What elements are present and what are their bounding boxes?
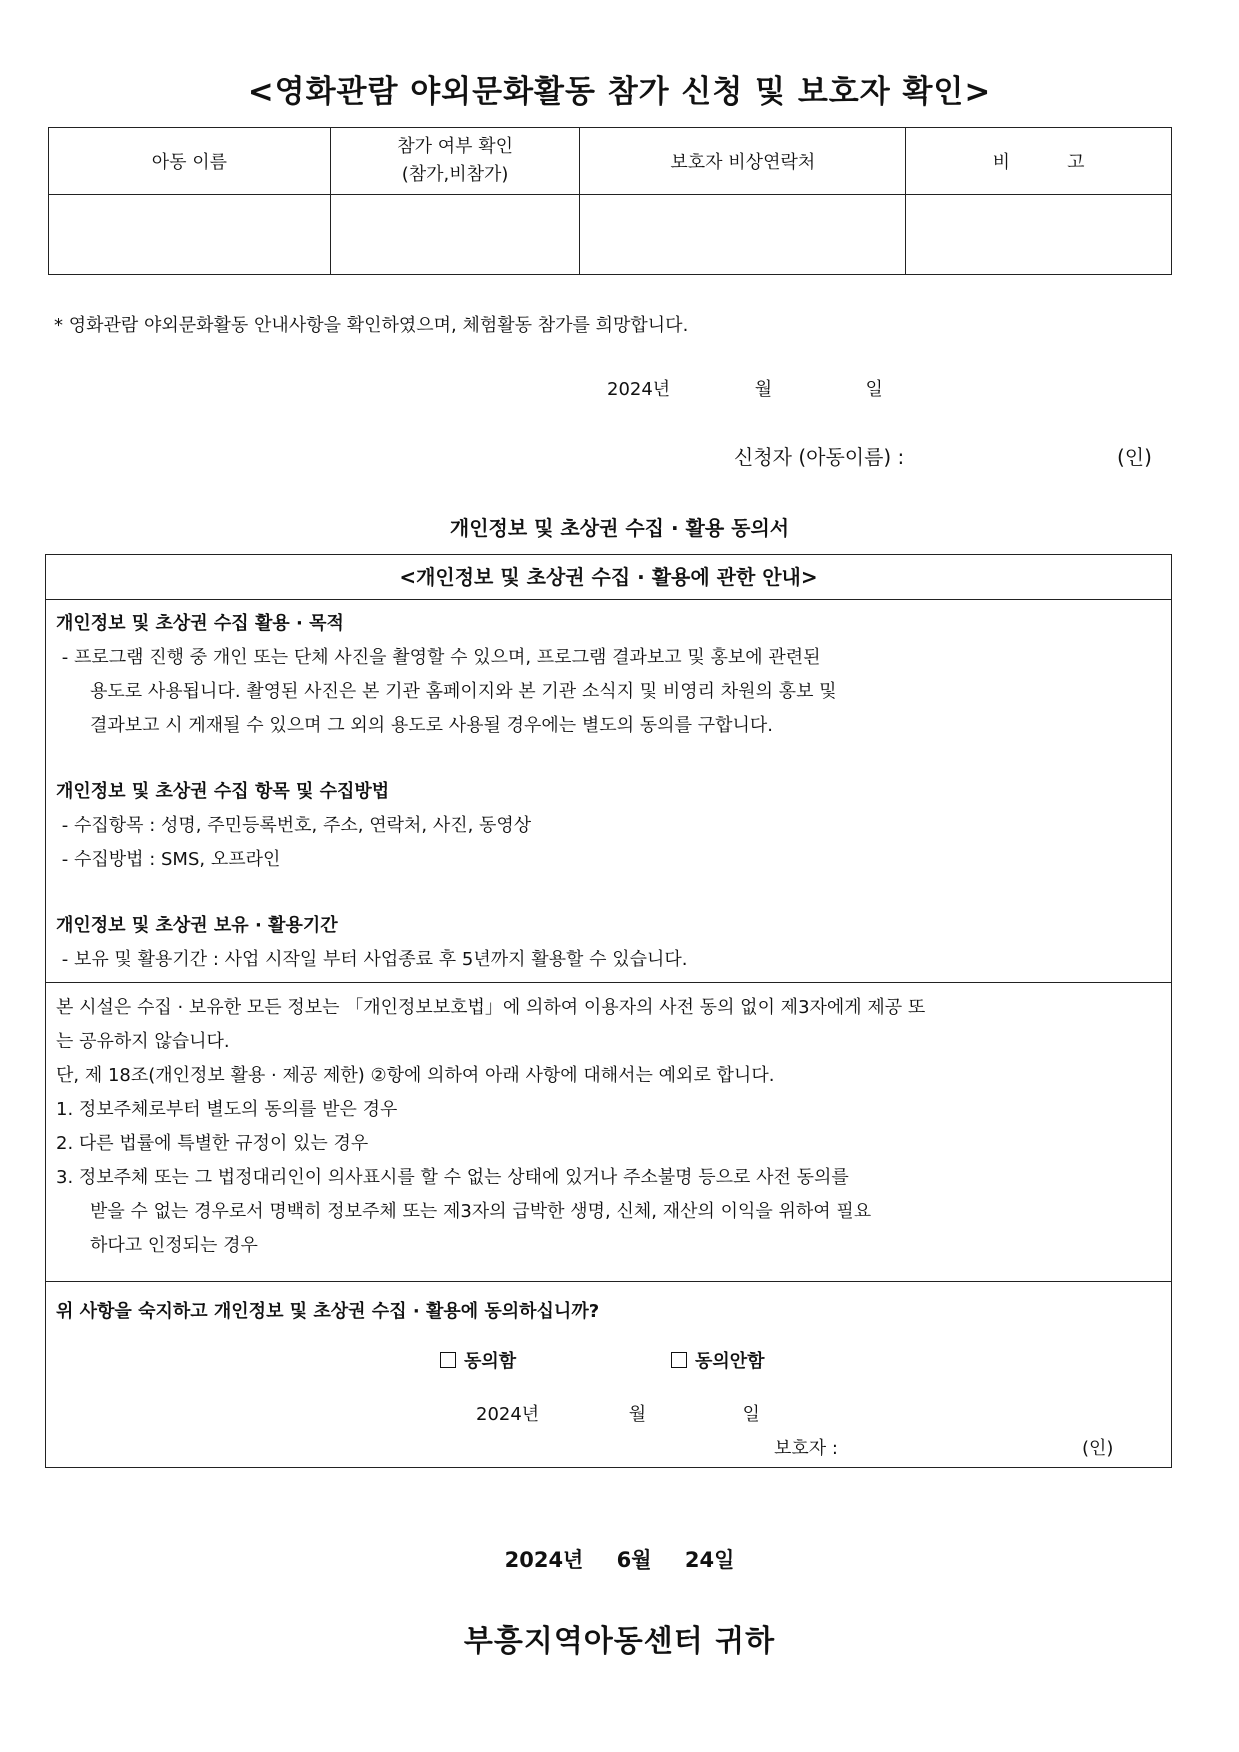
privacy-line: 1. 정보주체로부터 별도의 동의를 받은 경우 [56, 1099, 398, 1120]
issue-date [0, 1544, 1239, 1574]
purpose-title: 개인정보 및 초상권 수집 활용 · 목적 [56, 613, 344, 634]
table-row [49, 195, 1172, 275]
child-name-cell[interactable] [49, 195, 331, 275]
items-title: 개인정보 및 초상권 수집 항목 및 수집방법 [56, 781, 390, 802]
purpose-line: 결과보고 시 게재될 수 있으며 그 외의 용도로 사용될 경우에는 별도의 동의를 구합니다. [90, 715, 773, 736]
application-day: 일 [865, 379, 883, 400]
guardian-label: 보호자 : [774, 1438, 838, 1459]
page-title: <영화관람 야외문화활동 참가 신청 및 보호자 확인> [247, 74, 992, 110]
issue-day: 24일 [684, 1548, 735, 1572]
guardian-stamp: (인) [1082, 1438, 1114, 1459]
agree-checkbox[interactable] [440, 1352, 456, 1368]
header-remarks: 비 고 [906, 128, 1172, 195]
privacy-line: 본 시설은 수집 · 보유한 모든 정보는 「개인정보보호법」에 의하여 이용자의 사전 동의 없이 제3자에게 제공 또 [56, 997, 926, 1018]
recipient-name: 부흥지역아동센터 귀하 [463, 1624, 776, 1659]
purpose-line: - 프로그램 진행 중 개인 또는 단체 사진을 촬영할 수 있으며, 프로그램 결과보고 및 홍보에 관련된 [56, 647, 821, 668]
consent-question: 위 사항을 숙지하고 개인정보 및 초상권 수집 · 활용에 동의하십니까? [56, 1301, 600, 1322]
consent-year: 2024년 [476, 1404, 540, 1425]
header-participation-line1: 참가 여부 확인 [397, 136, 513, 157]
agree-option[interactable] [440, 1347, 516, 1373]
items-line: - 수집방법 : SMS, 오프라인 [56, 849, 281, 870]
privacy-section [56, 991, 925, 1263]
period-title: 개인정보 및 초상권 보유 · 활용기간 [56, 915, 338, 936]
confirmation-note: * 영화관람 야외문화활동 안내사항을 확인하였으며, 체험활동 참가를 희망합니다. [54, 315, 689, 336]
privacy-line: 단, 제 18조(개인정보 활용 · 제공 제한) ②항에 의하여 아래 사항에 대해서는 예외로 합니다. [56, 1065, 775, 1086]
privacy-line: 2. 다른 법률에 특별한 규정이 있는 경우 [56, 1133, 369, 1154]
remarks-cell[interactable] [906, 195, 1172, 275]
period-line: - 보유 및 활용기간 : 사업 시작일 부터 사업종료 후 5년까지 활용할 수 있습니다. [56, 949, 688, 970]
consent-box-heading: <개인정보 및 초상권 수집 · 활용에 관한 안내> [46, 555, 1171, 600]
purpose-section [56, 607, 837, 743]
issue-month: 6월 [616, 1548, 652, 1572]
issue-year: 2024년 [504, 1548, 584, 1572]
applicant-label: 신청자 (아동이름) : [734, 445, 905, 469]
header-participation-line2: (참가,비참가) [401, 164, 509, 185]
application-year: 2024년 [607, 379, 671, 400]
consent-date [476, 1400, 760, 1426]
items-section [56, 775, 531, 877]
consent-box [45, 554, 1172, 1468]
privacy-line: 하다고 인정되는 경우 [90, 1235, 258, 1256]
applicant-stamp: (인) [1117, 445, 1152, 469]
application-date [607, 375, 883, 401]
disagree-checkbox[interactable] [671, 1352, 687, 1368]
disagree-label: 동의안함 [695, 1351, 765, 1372]
consent-month: 월 [628, 1404, 647, 1425]
purpose-line: 용도로 사용됩니다. 촬영된 사진은 본 기관 홈페이지와 본 기관 소식지 및 비영리 차원의 홍보 및 [90, 681, 837, 702]
period-section [56, 909, 687, 977]
privacy-line: 3. 정보주체 또는 그 법정대리인이 의사표시를 할 수 없는 상태에 있거나 주소불명 등으로 사전 동의를 [56, 1167, 849, 1188]
header-participation [330, 128, 580, 195]
participation-table [48, 127, 1172, 275]
privacy-line: 받을 수 없는 경우로서 명백히 정보주체 또는 제3자의 급박한 생명, 신체, 재산의 이익을 위하여 필요 [90, 1201, 872, 1222]
application-month: 월 [754, 379, 773, 400]
consent-form-title: 개인정보 및 초상권 수집 · 활용 동의서 [449, 516, 790, 540]
participation-cell[interactable] [330, 195, 580, 275]
disagree-option[interactable] [671, 1347, 765, 1373]
items-line: - 수집항목 : 성명, 주민등록번호, 주소, 연락처, 사진, 동영상 [56, 815, 532, 836]
privacy-line: 는 공유하지 않습니다. [56, 1031, 230, 1052]
guardian-contact-cell[interactable] [580, 195, 906, 275]
agree-label: 동의함 [464, 1351, 517, 1372]
header-guardian-contact: 보호자 비상연락처 [580, 128, 906, 195]
table-header-row [49, 128, 1172, 195]
section-divider [46, 1281, 1171, 1282]
section-divider [46, 982, 1171, 983]
consent-day: 일 [742, 1404, 760, 1425]
header-child-name: 아동 이름 [49, 128, 331, 195]
